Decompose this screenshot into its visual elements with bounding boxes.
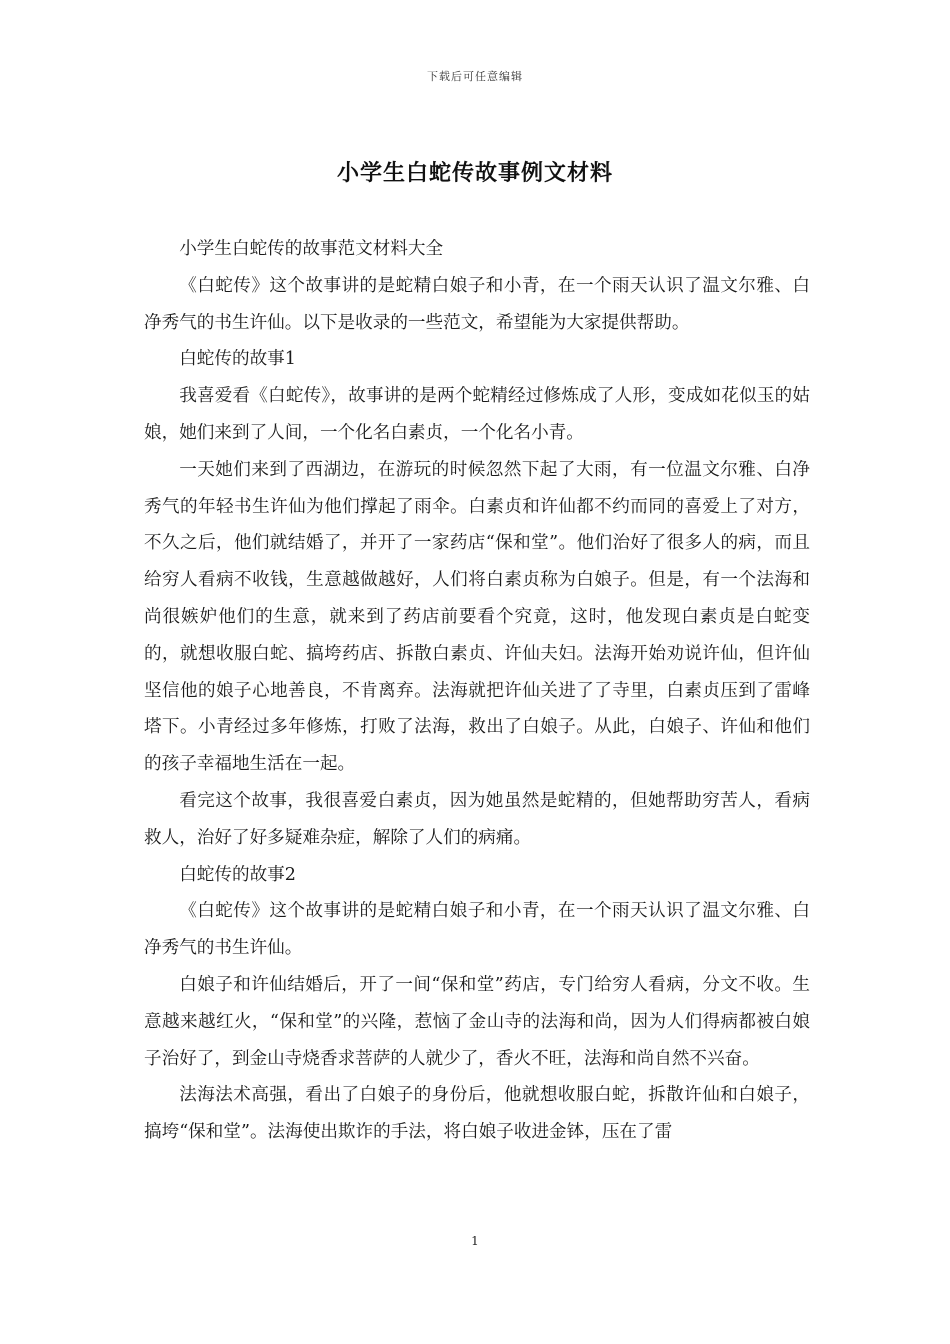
- document-title: 小学生白蛇传故事例文材料: [336, 160, 613, 186]
- paragraph: 小学生白蛇传的故事范文材料大全: [179, 239, 444, 259]
- paragraph: 一天她们来到了西湖边，在游玩的时候忽然下起了大雨，有一位温文尔雅、白净秀气的年轻书生许仙为他们撑起了雨伞。白素贞和许仙都不约而同的喜爱上了对方，不久之后，他们就结婚了，并开了一家药店“保和堂”。他们治好了很多人的病，而且给穷人看病不收钱，生意越做越好，人们将白素贞称为白娘子。但是，有一个法海和尚很嫉妒他们的生意，就来到了药店前要看个究竟，这时，他发现白素贞是白蛇变的，就想收服白蛇、搞垮药店、拆散白素贞、许仙夫妇。法海开始劝说许仙，但许仙坚信他的娘子心地善良，不肯离弃。法海就把许仙关进了了寺里，白素贞压到了雷峰塔下。小青经过多年修炼，打败了法海，救出了白娘子。从此，白娘子、许仙和他们的孩子幸福地生活在一起。: [144, 459, 810, 775]
- paragraph: 看完这个故事，我很喜爱白素贞，因为她虽然是蛇精的，但她帮助穷苦人，看病救人，治好了好多疑难杂症，解除了人们的病痛。: [144, 790, 810, 848]
- section-heading: 白蛇传的故事1: [179, 349, 296, 370]
- paragraph: 《白蛇传》这个故事讲的是蛇精白娘子和小青，在一个雨天认识了温文尔雅、白净秀气的书生许仙。: [144, 901, 810, 959]
- section-heading: 白蛇传的故事2: [179, 864, 296, 885]
- paragraph: 法海法术高强，看出了白娘子的身份后，他就想收服白蛇，拆散许仙和白娘子，搞垮“保和堂”。法海使出欺诈的手法，将白娘子收进金钵，压在了雷: [144, 1085, 810, 1143]
- paragraph: 白娘子和许仙结婚后，开了一间“保和堂”药店，专门给穷人看病，分文不收。生意越来越红火，“保和堂”的兴隆，惹恼了金山寺的法海和尚，因为人们得病都被白娘子治好了，到金山寺烧香求菩萨的人就少了，香火不旺，法海和尚自然不兴奋。: [144, 974, 810, 1069]
- page-number: 1: [471, 1234, 479, 1248]
- header-note: 下载后可任意编辑: [427, 70, 523, 83]
- paragraph: 《白蛇传》这个故事讲的是蛇精白娘子和小青，在一个雨天认识了温文尔雅、白净秀气的书生许仙。以下是收录的一些范文，希望能为大家提供帮助。: [144, 275, 810, 333]
- paragraph: 我喜爱看《白蛇传》，故事讲的是两个蛇精经过修炼成了人形，变成如花似玉的姑娘，她们来到了人间，一个化名白素贞，一个化名小青。: [144, 386, 810, 443]
- document-body: [144, 231, 810, 1151]
